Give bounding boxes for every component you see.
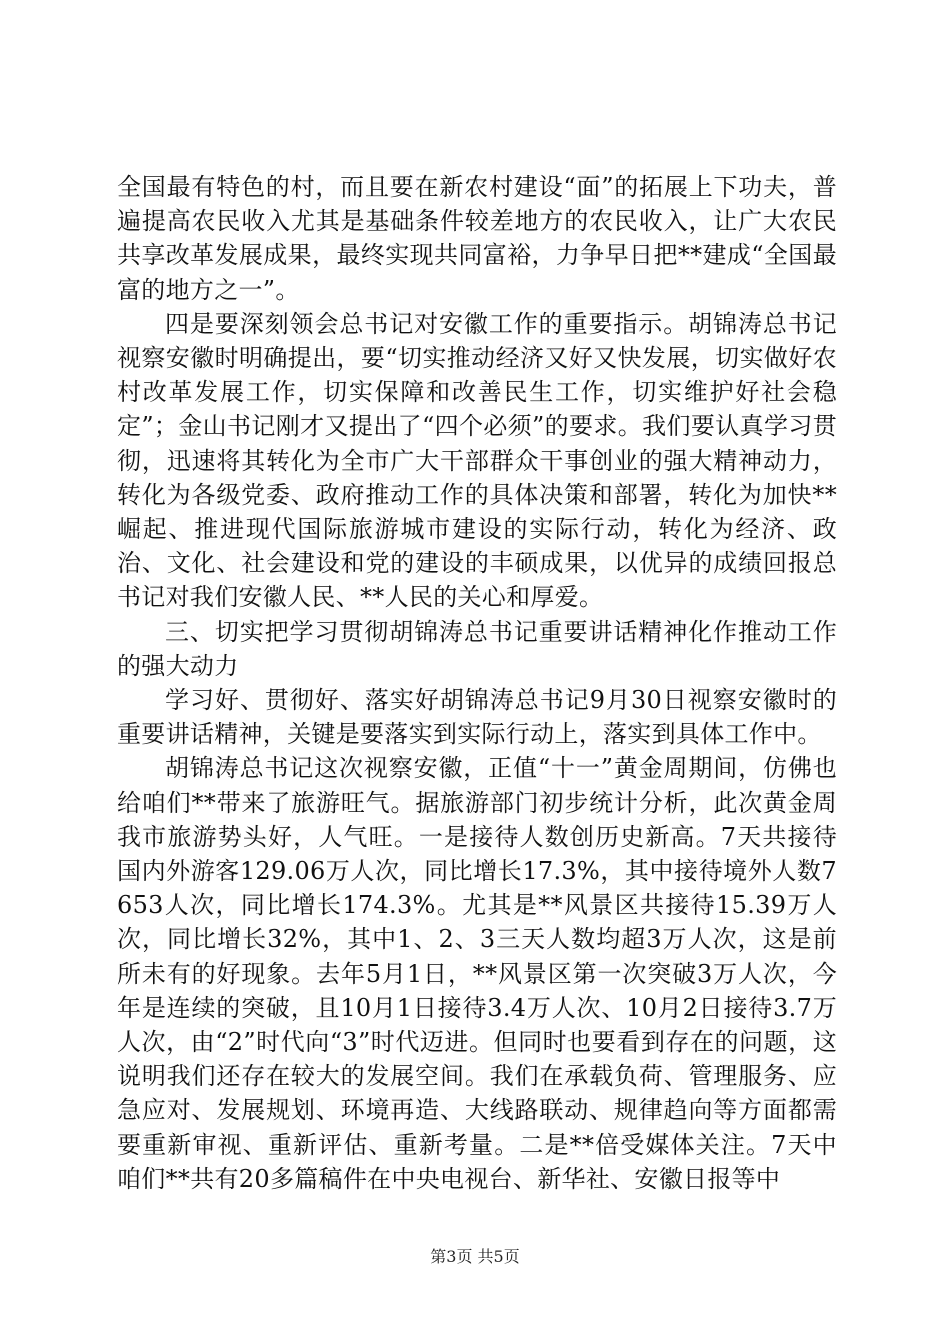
paragraph-4: 胡锦涛总书记这次视察安徽，正值“十一”黄金周期间，仿佛也给咱们**带来了旅游旺气。据旅游部门初步统计分析，此次黄金周我市旅游势头好，人气旺。一是接待人数创历史新高。7天共接待国内外游客129.06万人次，同比增长17.3%，其中接待境外人数7653人次，同比增长174.3%。尤其是**风景区共接待15.39万人次，同比增长32%，其中1、2、3三天人数均超3万人次，这是前所未有的好现象。去年5月1日，**风景区第一次突破3万人次，今年是连续的突破，且10月1日接待3.4万人次、10月2日接待3.7万人次，由“2”时代向“3”时代迈进。但同时也要看到存在的问题，这说明我们还存在较大的发展空间。我们在承载负荷、管理服务、应急应对、发展规划、环境再造、大线路联动、规律趋向等方面都需要重新审视、重新评估、重新考量。二是**倍受媒体关注。7天中咱们**共有20多篇稿件在中央电视台、新华社、安徽日报等中: [117, 754, 837, 1193]
paragraph-2: 四是要深刻领会总书记对安徽工作的重要指示。胡锦涛总书记视察安徽时明确提出，要“切实推动经济又好又快发展，切实做好农村改革发展工作，切实保障和改善民生工作，切实维护好社会稳定”；金山书记刚才又提出了“四个必须”的要求。我们要认真学习贯彻，迅速将其转化为全市广大干部群众干事创业的强大精神动力，转化为各级党委、政府推动工作的具体决策和部署，转化为加快**崛起、推进现代国际旅游城市建设的实际行动，转化为经济、政治、文化、社会建设和党的建设的丰硕成果，以优异的成绩回报总书记对我们安徽人民、**人民的关心和厚爱。: [117, 309, 837, 612]
page-number-footer: 第3页 共5页: [430, 1247, 520, 1266]
document-body: [117, 170, 837, 1196]
paragraph-3: 学习好、贯彻好、落实好胡锦涛总书记9月30日视察安徽时的重要讲话精神，关键是要落实到实际行动上，落实到具体工作中。: [117, 686, 837, 749]
paragraph-1: 全国最有特色的村，而且要在新农村建设“面”的拓展上下功夫，普遍提高农民收入尤其是基础条件较差地方的农民收入，让广大农民共享改革发展成果，最终实现共同富裕，力争早日把**建成“全国最富的地方之一”。: [117, 173, 837, 304]
section-heading: 三、切实把学习贯彻胡锦涛总书记重要讲话精神化作推动工作的强大动力: [117, 617, 837, 680]
